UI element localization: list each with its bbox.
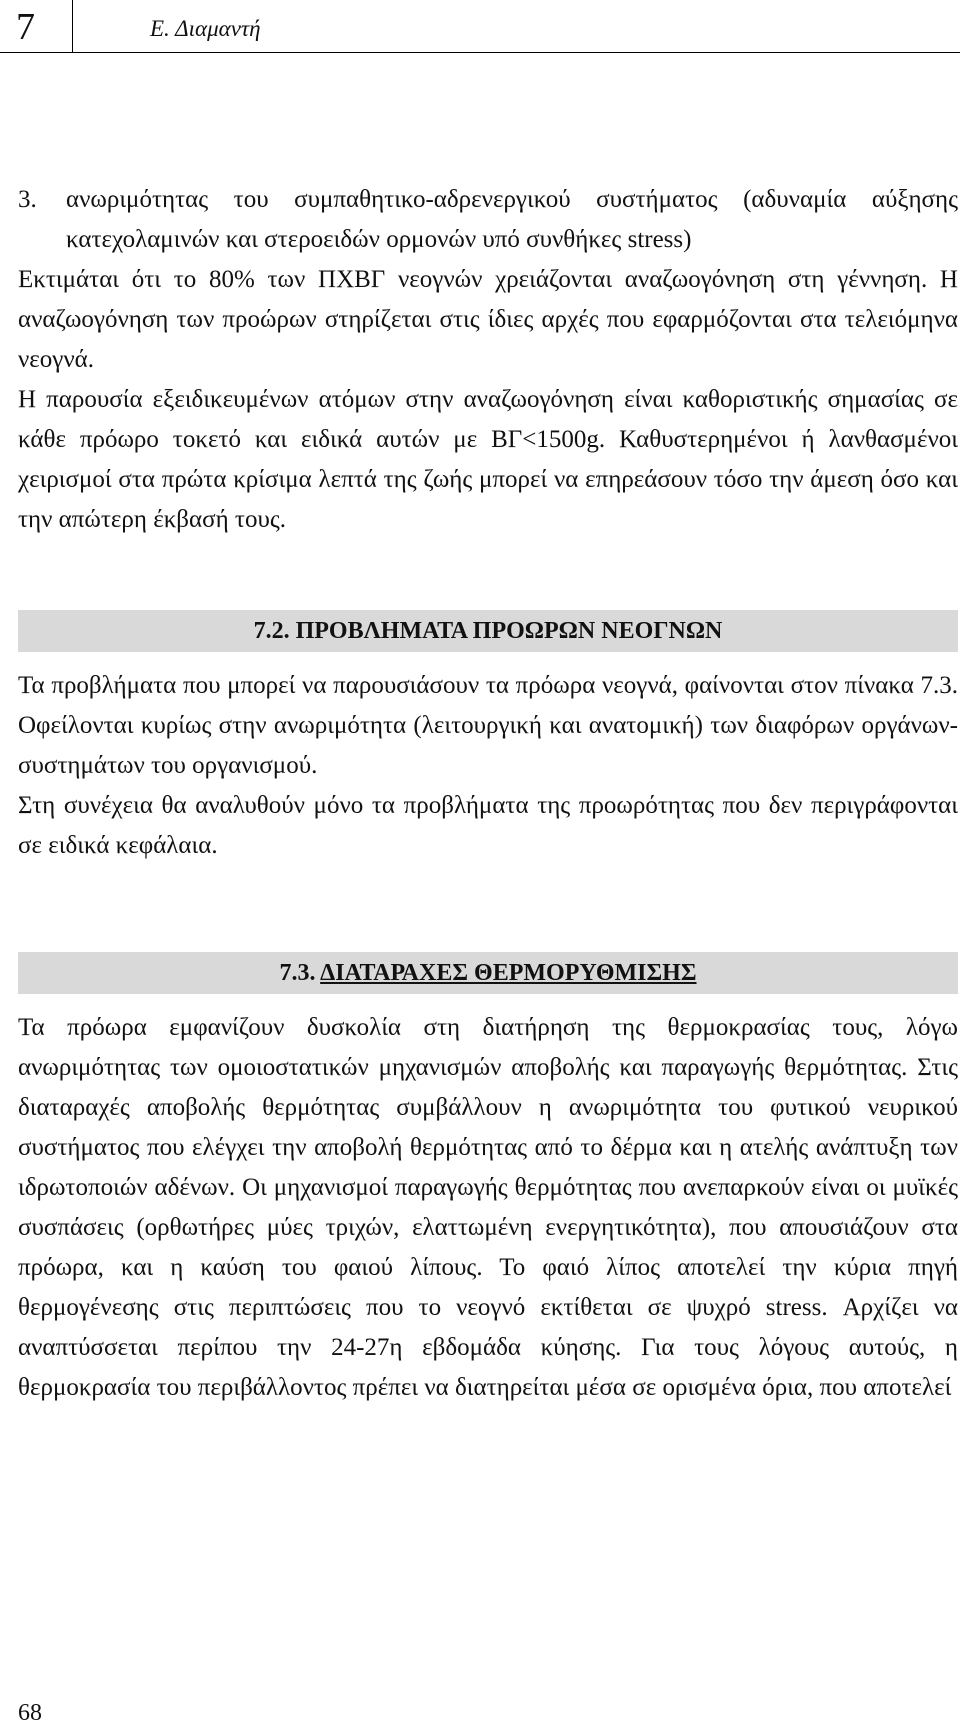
paragraph: Στη συνέχεια θα αναλυθούν μόνο τα προβλήματα της προωρότητας που δεν περιγράφονται σε ειδικά κεφάλαια. <box>18 792 958 859</box>
list-marker: 3. <box>18 186 37 213</box>
list-item-text: ανωριμότητας του συμπαθητικο-αδρενεργικού συστήματος (αδυναμία αύξησης κατεχολαμινών και στεροειδών ορμονών υπό συνθήκες stress) <box>66 186 958 253</box>
section-title: ΔΙΑΤΑΡΑΧΕΣ ΘΕΡΜΟΡΥΘΜΙΣΗΣ <box>320 960 697 986</box>
list-item <box>18 180 958 260</box>
header-author: Ε. Διαμαντή <box>150 16 261 41</box>
section-number: 7.3. <box>279 960 321 986</box>
chapter-number: 7 <box>16 6 35 48</box>
page-content <box>18 180 958 1408</box>
page-number: 68 <box>18 1700 42 1726</box>
header-divider <box>72 0 73 52</box>
section-heading-7-2: 7.2. ΠΡΟΒΛΗΜΑΤΑ ΠΡΟΩΡΩΝ ΝΕΟΓΝΩΝ <box>18 610 958 652</box>
header-rule <box>0 52 960 53</box>
paragraph: Η παρουσία εξειδικευμένων ατόμων στην αναζωογόνηση είναι καθοριστικής σημασίας σε κάθε πρόωρο τοκετό και ειδικά αυτών με ΒΓ<1500g. Καθυστερημένοι ή λανθασμένοι χειρισμοί στα πρώτα κρίσιμα λεπτά της ζωής μπορεί να επηρεάσουν τόσο την άμεση όσο και την απώτερη έκβασή τους. <box>18 386 958 533</box>
section-heading-7-3 <box>18 952 958 994</box>
paragraph: Εκτιμάται ότι το 80% των ΠΧΒΓ νεογνών χρειάζονται αναζωογόνηση στη γέννηση. Η αναζωογόνηση των προώρων στηρίζεται στις ίδιες αρχές που εφαρμόζονται στα τελειόμηνα νεογνά. <box>18 266 958 373</box>
running-header <box>0 0 960 56</box>
paragraph: Τα προβλήματα που μπορεί να παρουσιάσουν τα πρόωρα νεογνά, φαίνονται στον πίνακα 7.3. Οφείλονται κυρίως στην ανωριμότητα (λειτουργική και ανατομική) των διαφόρων οργάνων-συστημάτων του οργανισμού. <box>18 672 958 779</box>
paragraph: Τα πρόωρα εμφανίζουν δυσκολία στη διατήρηση της θερμοκρασίας τους, λόγω ανωριμότητας των ομοιοστατικών μηχανισμών αποβολής και παραγωγής θερμότητας. Στις διαταραχές αποβολής θερμότητας συμβάλλουν η ανωριμότητα του φυτικού νευρικού συστήματος που ελέγχει την αποβολή θερμότητας από το δέρμα και η ατελής ανάπτυξη των ιδρωτοποιών αδένων. Οι μηχανισμοί παραγωγής θερμότητας που ανεπαρκούν είναι οι μυϊκές συσπάσεις (ορθωτήρες μύες τριχών, ελαττωμένη ενεργητικότητα), που απουσιάζουν στα πρόωρα, και η καύση του φαιού λίπους. Το φαιό λίπος αποτελεί την κύρια πηγή θερμογένεσης στις περιπτώσεις που το νεογνό εκτίθεται σε ψυχρό stress. Αρχίζει να αναπτύσσεται περίπου την 24-27η εβδομάδα κύησης. Για τους λόγους αυτούς, η θερμοκρασία του περιβάλλοντος πρέπει να διατηρείται μέσα σε ορισμένα όρια, που αποτελεί <box>18 1014 958 1401</box>
